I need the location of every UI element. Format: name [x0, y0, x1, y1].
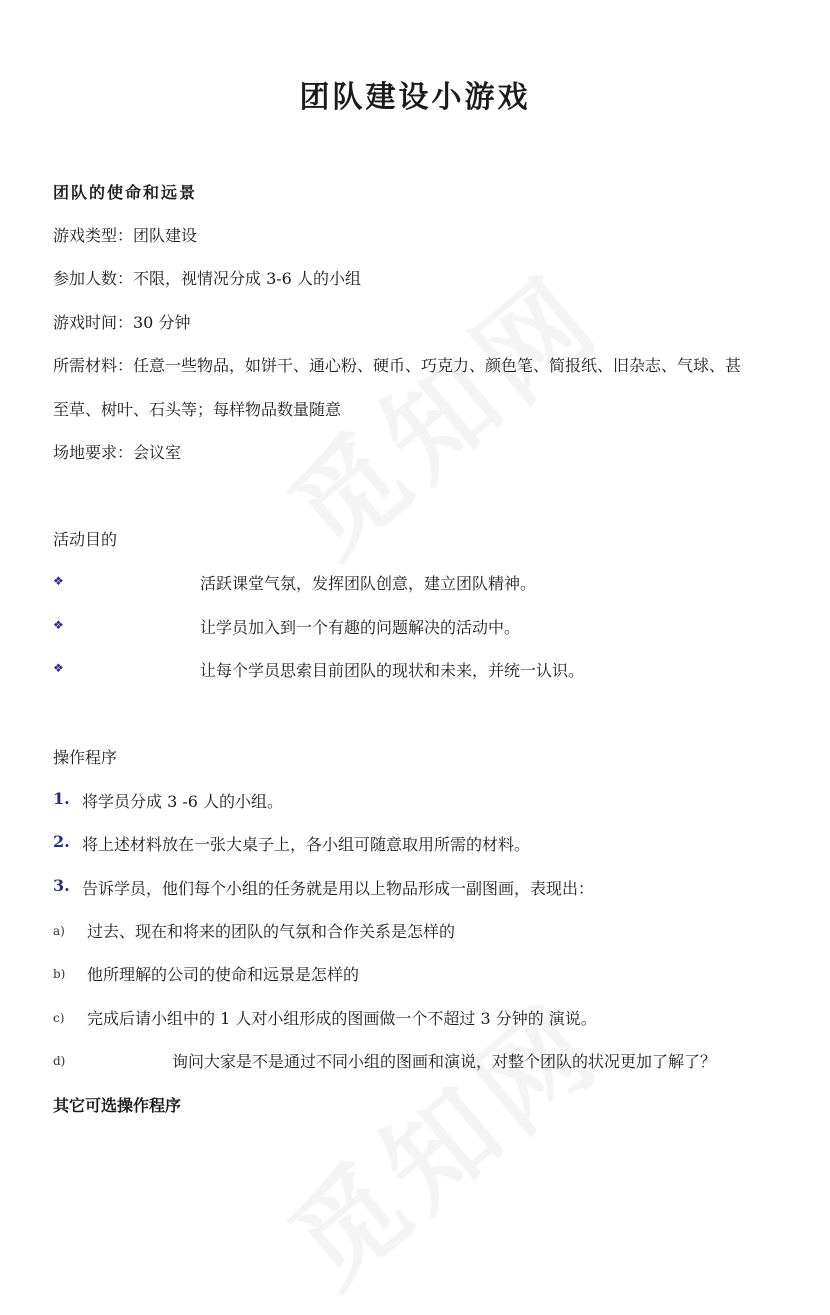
procedure-heading: 操作程序: [53, 748, 118, 767]
materials-line-1: 所需材料：任意一些物品，如饼干、通心粉、硬币、巧克力、颜色笔、简报纸、旧杂志、气球、甚: [53, 356, 742, 375]
sub-item-label: a): [53, 924, 65, 938]
sub-item-text: 询问大家是不是通过不同小组的图画和演说，对整个团队的状况更加了解了？: [172, 1052, 717, 1071]
bullet-icon: ❖: [53, 618, 64, 632]
sub-item-text: 完成后请小组中的 1 人对小组形成的图画做一个不超过 3 分钟的 演说。: [87, 1009, 597, 1028]
bullet-icon: ❖: [53, 661, 64, 675]
participants: 参加人数：不限，视情况分成 3-6 人的小组: [53, 269, 361, 288]
sub-item-text: 过去、现在和将来的团队的气氛和合作关系是怎样的: [87, 922, 456, 941]
step-text: 将上述材料放在一张大桌子上，各小组可随意取用所需的材料。: [82, 835, 531, 854]
purpose-item: 让学员加入到一个有趣的问题解决的活动中。: [200, 618, 521, 637]
materials-line-2: 至草、树叶、石头等；每样物品数量随意: [53, 400, 342, 419]
venue: 场地要求：会议室: [53, 443, 182, 462]
sub-item-label: c): [53, 1011, 65, 1025]
purpose-heading: 活动目的: [53, 530, 118, 549]
step-number: 3.: [53, 876, 70, 895]
purpose-item: 活跃课堂气氛，发挥团队创意，建立团队精神。: [200, 574, 537, 593]
purpose-item: 让每个学员思索目前团队的现状和未来，并统一认识。: [200, 661, 585, 680]
game-type: 游戏类型：团队建设: [53, 226, 198, 245]
game-duration: 游戏时间：30 分钟: [53, 313, 191, 332]
other-procedure-heading: 其它可选操作程序: [53, 1096, 182, 1115]
step-text: 告诉学员，他们每个小组的任务就是用以上物品形成一副图画，表现出：: [82, 879, 595, 898]
document-title: 团队建设小游戏: [299, 80, 531, 115]
step-text: 将学员分成 3 -6 人的小组。: [82, 792, 284, 811]
sub-item-label: d): [53, 1054, 66, 1068]
bullet-icon: ❖: [53, 574, 64, 588]
sub-item-label: b): [53, 967, 66, 981]
step-number: 1.: [53, 789, 70, 808]
sub-item-text: 他所理解的公司的使命和远景是怎样的: [87, 965, 360, 984]
step-number: 2.: [53, 832, 70, 851]
section-heading-mission: 团队的使命和远景: [53, 183, 198, 202]
